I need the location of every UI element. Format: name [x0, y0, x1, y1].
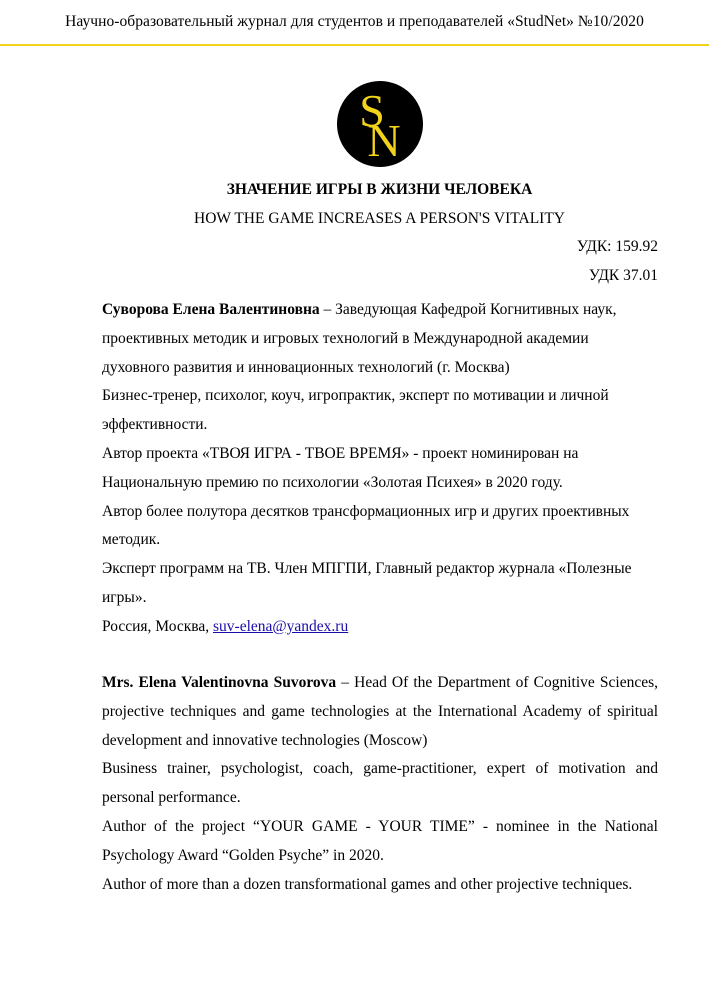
author-name-en: Mrs. Elena Valentinovna Suvorova [102, 674, 337, 691]
author-roles-ru: Бизнес-тренер, психолог, коуч, игропрактик, эксперт по мотивации и личной эффективности. [102, 387, 609, 434]
udk-code: УДК 37.01 [588, 267, 658, 284]
studnet-logo [337, 81, 423, 167]
author-expert-ru: Эксперт программ на ТВ. Член МПГПИ, Главный редактор журнала «Полезные игры». [102, 560, 632, 606]
affiliation-text: – Head Of the Department of Cognitive Sciences, projective techniques and game technologies at the International Academy of spiritual development and innovative technologies (Moscow) [102, 674, 658, 749]
location-text: Россия, Москва, [102, 617, 213, 635]
author-project-en: Author of the project “YOUR GAME - YOUR TIME” - nominee in the National Psychology Award “Golden Psyche” in 2020. [102, 817, 658, 864]
affiliation-text: – Заведующая Кафедрой Когнитивных наук, проективных методик и игровых технологий в Международной академии духовного развития и инновационных технологий (г. Москва) [102, 301, 617, 376]
title-ru: ЗНАЧЕНИЕ ИГРЫ В ЖИЗНИ ЧЕЛОВЕКА [226, 181, 533, 198]
svg-text:S: S [359, 85, 385, 136]
email-link[interactable]: suv-elena@yandex.ru [213, 617, 349, 635]
author-info-en [102, 669, 658, 899]
udk-code: УДК: 159.92 [576, 238, 658, 255]
title-en: HOW THE GAME INCREASES A PERSON'S VITALITY [194, 210, 565, 227]
author-works-en: Author of more than a dozen transformational games and other projective techniques. [102, 875, 633, 893]
author-roles-en: Business trainer, psychologist, coach, game-practitioner, expert of motivation and personal performance. [102, 760, 658, 807]
author-location-ru [102, 613, 658, 642]
journal-header-text: Научно-образовательный журнал для студентов и преподавателей «StudNet» №10/2020 [65, 13, 644, 30]
author-affiliation-ru [102, 296, 658, 382]
journal-header [0, 0, 709, 46]
author-project-ru: Автор проекта «ТВОЯ ИГРА - ТВОЕ ВРЕМЯ» - проект номинирован на Национальную премию по психологии «Золотая Психея» в 2020 году. [102, 444, 579, 491]
author-works-ru: Автор более полутора десятков трансформационных игр и других проективных методик. [102, 502, 630, 549]
svg-text:N: N [367, 115, 401, 166]
author-info-ru [102, 296, 658, 642]
author-name-ru: Суворова Елена Валентиновна [102, 301, 320, 318]
author-affiliation-en [102, 669, 658, 755]
